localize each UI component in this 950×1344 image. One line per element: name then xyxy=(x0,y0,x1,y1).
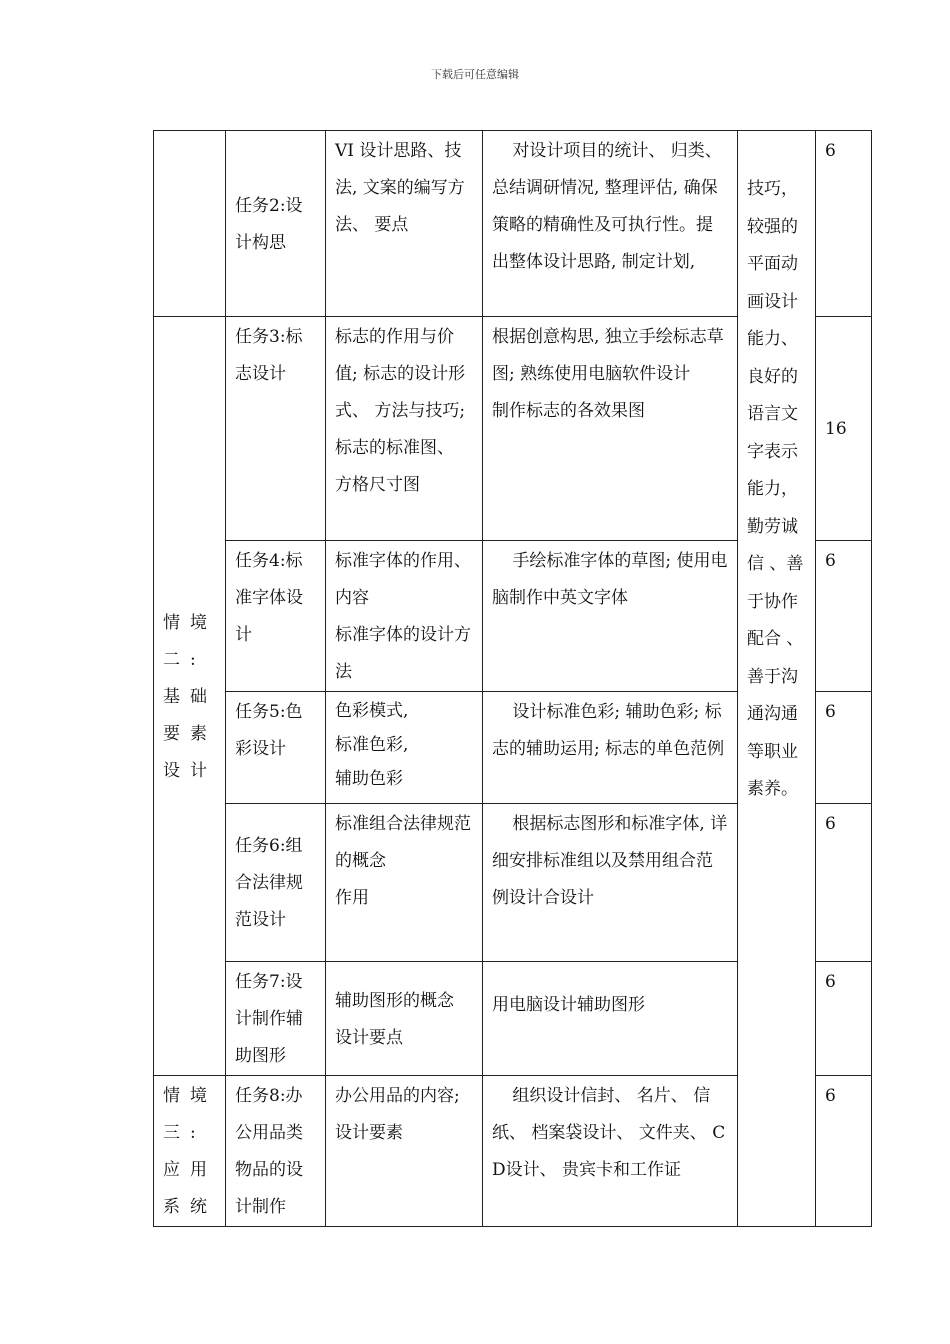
knowledge-line: 标准色彩, xyxy=(335,735,409,755)
skill-line: 制作标志的各效果图 xyxy=(492,401,645,421)
task-cell: 任务6:组合法律规范设计 xyxy=(226,804,326,962)
knowledge-line: 色彩模式, xyxy=(335,701,409,721)
hours-cell: 6 xyxy=(816,692,872,804)
knowledge-cell xyxy=(326,541,483,692)
skill-cell: 手绘标准字体的草图; 使用电脑制作中英文字体 xyxy=(483,541,738,692)
hours-cell: 6 xyxy=(816,131,872,317)
knowledge-cell xyxy=(326,692,483,804)
table-row xyxy=(154,131,872,317)
task-cell: 任务3:标志设计 xyxy=(226,317,326,541)
knowledge-cell xyxy=(326,962,483,1076)
hours-cell: 6 xyxy=(816,1076,872,1227)
hours-cell: 6 xyxy=(816,962,872,1076)
situation-cell xyxy=(154,131,226,317)
skill-cell: 对设计项目的统计、 归类、 总结调研情况, 整理评估, 确保策略的精确性及可执行性。提出整体设计思路, 制定计划, xyxy=(483,131,738,317)
course-table xyxy=(153,130,872,1227)
knowledge-line: 辅助色彩 xyxy=(335,769,403,789)
knowledge-cell: 办公用品的内容; 设计要素 xyxy=(326,1076,483,1227)
task-cell: 任务7:设计制作辅助图形 xyxy=(226,962,326,1076)
knowledge-cell: 标志的作用与价值; 标志的设计形式、 方法与技巧; 标志的标准图、 方格尺寸图 xyxy=(326,317,483,541)
skill-cell xyxy=(483,317,738,541)
hours-cell: 6 xyxy=(816,804,872,962)
task-cell: 任务4:标准字体设计 xyxy=(226,541,326,692)
skill-cell: 用电脑设计辅助图形 xyxy=(483,962,738,1076)
skill-cell: 根据标志图形和标准字体, 详细安排标准组以及禁用组合范例设计合设计 xyxy=(483,804,738,962)
knowledge-line: 标准组合法律规范的概念 xyxy=(335,814,471,871)
knowledge-line: 标准字体的作用、 内容 xyxy=(335,551,471,608)
situation-cell: 情境三:应用系统 xyxy=(154,1076,226,1227)
knowledge-cell xyxy=(326,804,483,962)
task-cell: 任务8:办公用品类物品的设计制作 xyxy=(226,1076,326,1227)
knowledge-cell: VI 设计思路、技法, 文案的编写方法、 要点 xyxy=(326,131,483,317)
knowledge-line: 作用 xyxy=(335,888,369,908)
task-label: 任务2:设计构思 xyxy=(235,195,303,253)
knowledge-line: 标准字体的设计方法 xyxy=(335,625,471,682)
knowledge-line: 辅助图形的概念 xyxy=(335,990,454,1011)
knowledge-line: 设计要点 xyxy=(335,1027,403,1048)
task-cell xyxy=(226,131,326,317)
page-header-note: 下载后可任意编辑 xyxy=(431,68,519,81)
hours-cell: 16 xyxy=(816,317,872,541)
quality-cell: 技巧，较强的平面动画设计能力、良好的语言文字表示能力，勤劳诚信 、善于协作 配合 、善于沟通沟通等职业素养。 xyxy=(738,131,816,1227)
hours-cell: 6 xyxy=(816,541,872,692)
skill-line: 根据创意构思, 独立手绘标志草图; 熟练使用电脑软件设计 xyxy=(492,327,724,384)
situation-cell: 情境二:基础要素设计 xyxy=(154,317,226,1076)
skill-cell: 设计标准色彩; 辅助色彩; 标志的辅助运用; 标志的单色范例 xyxy=(483,692,738,804)
task-cell: 任务5:色彩设计 xyxy=(226,692,326,804)
skill-cell: 组织设计信封、 名片、 信纸、 档案袋设计、 文件夹、 CD设计、 贵宾卡和工作证 xyxy=(483,1076,738,1227)
